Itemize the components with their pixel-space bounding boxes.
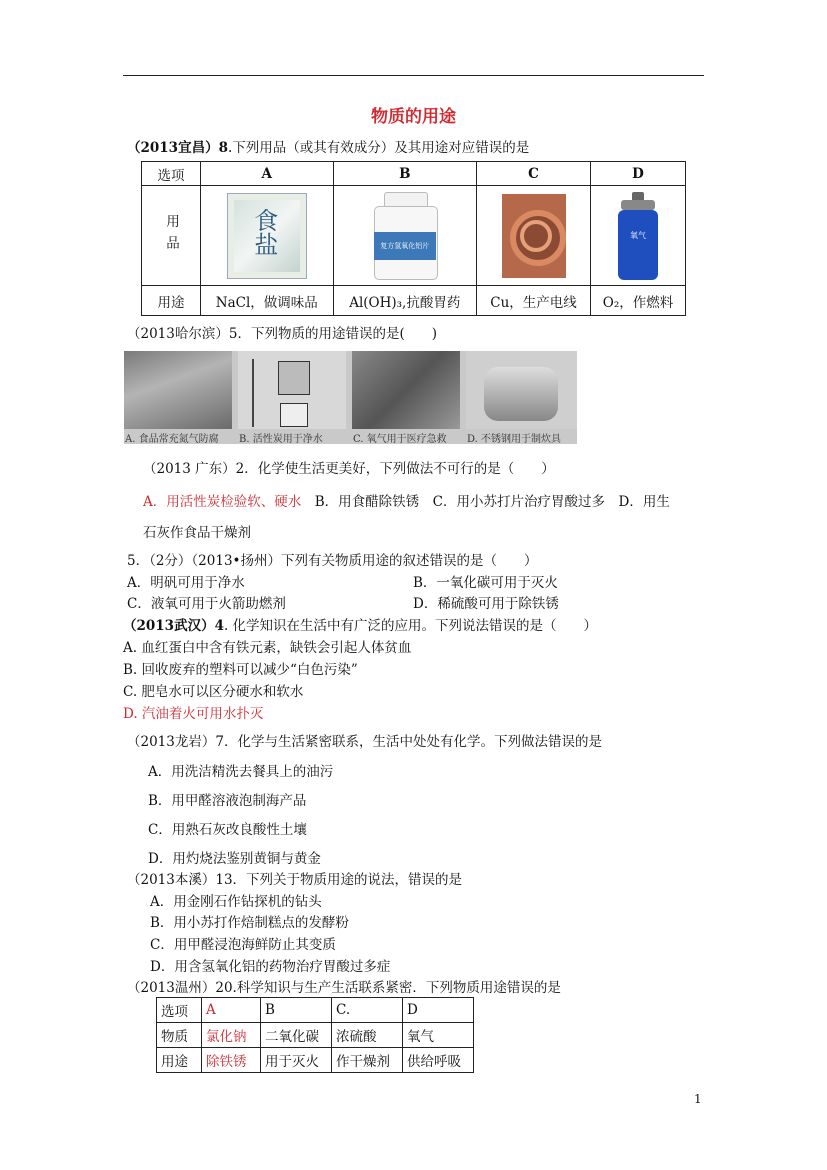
q6-option-d: D．用灼烧法鉴别黄铜与黄金 [148, 851, 321, 867]
salt-package-image: 食盐 [201, 186, 334, 286]
question-7: （2013本溪）13．下列关于物质用途的说法，错误的是 [127, 872, 463, 888]
q1-table [141, 161, 686, 316]
q1-option-b: B [333, 162, 476, 186]
copper-wire-image [477, 186, 591, 286]
q1-usage-row-label: 用途 [142, 286, 201, 316]
question-6: （2013龙岩）7．化学与生活紧密联系，生活中处处有化学。下列做法错误的是 [127, 734, 602, 750]
q1-option-d: D [591, 162, 686, 186]
oxygen-medical-photo [352, 351, 460, 429]
q1-header-label: 选项 [142, 162, 201, 186]
q4-option-b: B．一氧化碳可用于灭火 [413, 575, 558, 591]
q5-option-c: C. 肥皂水可以区分硬水和软水 [123, 684, 304, 700]
steel-cookware-photo [466, 351, 577, 429]
q1-usage-a: NaCl，做调味品 [201, 286, 334, 316]
q7-option-d: D．用含氢氧化铝的药物治疗胃酸过多症 [150, 959, 391, 975]
header-rule [123, 75, 704, 76]
q1-usage-d: O₂，作燃料 [591, 286, 686, 316]
q5-option-b: B. 回收废弃的塑料可以减少“白色污染” [123, 662, 358, 678]
charcoal-filter-photo [238, 351, 346, 429]
food-nitrogen-photo [124, 351, 232, 429]
q4-option-a: A．明矾可用于净水 [127, 575, 245, 591]
q2-photo-strip [124, 351, 577, 444]
q7-option-c: C．用甲醛浸泡海鲜防止其变质 [150, 937, 336, 953]
question-2: （2013哈尔滨）5．下列物质的用途错误的是( ) [127, 326, 437, 342]
page-number: 1 [694, 1092, 702, 1106]
q3-answer-a: A．用活性炭检验软、硬水 [143, 494, 302, 510]
q6-option-c: C．用熟石灰改良酸性土壤 [148, 822, 307, 838]
q7-option-a: A．用金刚石作钻探机的钻头 [150, 894, 322, 910]
q5-answer-d: D. 汽油着火可用水扑灭 [123, 706, 264, 722]
q4-option-c: C．液氧可用于火箭助燃剂 [127, 596, 286, 612]
q1-usage-c: Cu，生产电线 [477, 286, 591, 316]
q6-option-a: A．用洗洁精洗去餐具上的油污 [148, 764, 334, 780]
question-5: （2013武汉）4. 化学知识在生活中有广泛的应用。下列说法错误的是（ ） [123, 618, 598, 634]
q2-caption-a: A. 食品常充氮气防腐 [125, 434, 219, 444]
q5-option-a: A. 血红蛋白中含有铁元素，缺铁会引起人体贫血 [123, 640, 412, 656]
q6-option-b: B．用甲醛溶液泡制海产品 [148, 793, 307, 809]
page-title: 物质的用途 [371, 107, 456, 127]
q2-caption-c: C. 氧气用于医疗急救 [353, 434, 447, 444]
question-3: （2013 广东）2．化学使生活更美好，下列做法不可行的是（ ） [143, 461, 555, 477]
question-8: （2013温州）20.科学知识与生产生活联系紧密．下列物质用途错误的是 [127, 980, 561, 996]
q8-table: 选项 A B C. D 物质 氯化钠 二氧化碳 浓硫酸 氧气 用途 除铁锈 用于灭火 作干燥剂 供给呼吸 [156, 997, 474, 1073]
q3-options-cont: 石灰作食品干燥剂 [143, 525, 251, 541]
q3-options: A．用活性炭检验软、硬水 B．用食醋除铁锈 C．用小苏打片治疗胃酸过多 D．用生 [143, 494, 670, 510]
q1-option-a: A [201, 162, 334, 186]
q1-option-c: C [477, 162, 591, 186]
medicine-bottle-image: 复方氢氧化铝片 [333, 186, 476, 286]
q2-caption-b: B. 活性炭用于净水 [239, 434, 323, 444]
question-4: 5．（2分）（2013•扬州）下列有关物质用途的叙述错误的是（ ） [127, 553, 538, 569]
q1-item-row-label: 用品 [142, 186, 201, 286]
question-1: （2013宜昌）8.下列用品（或其有效成分）及其用途对应错误的是 [127, 140, 530, 156]
q4-option-d: D．稀硫酸可用于除铁锈 [413, 596, 559, 612]
q2-caption-d: D. 不锈钢用于制炊具 [467, 434, 562, 444]
q7-option-b: B．用小苏打作焙制糕点的发酵粉 [150, 915, 349, 931]
oxygen-tank-image: 氧气 [591, 186, 686, 286]
q1-usage-b: Al(OH)₃,抗酸胃药 [333, 286, 476, 316]
